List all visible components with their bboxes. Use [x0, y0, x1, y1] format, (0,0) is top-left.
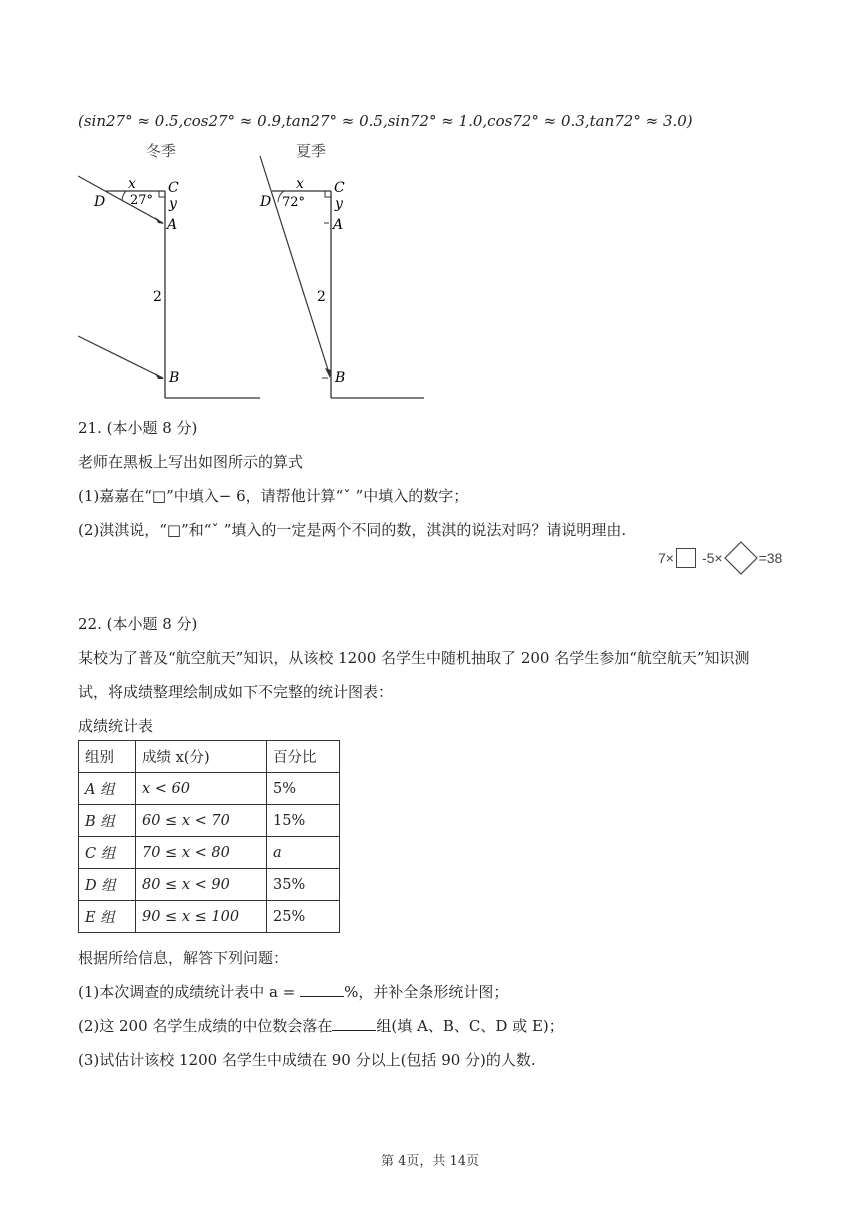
table-header-cell: 成绩 x(分) [136, 741, 267, 773]
winter-label-a: A [167, 217, 178, 233]
q22-part3: (3)试估计该校 1200 名学生中成绩在 90 分以上(包括 90 分)的人数. [78, 1051, 536, 1069]
table-cell: x < 60 [136, 773, 267, 805]
q22-part2-a: (2)这 200 名学生成绩的中位数会落在 [78, 1017, 333, 1035]
winter-label-b: B [169, 370, 180, 386]
table-header-cell: 组别 [79, 741, 136, 773]
page-footer: 第 4页，共 14页 [380, 1154, 480, 1169]
summer-title: 夏季 [296, 142, 327, 160]
answer-blank [300, 984, 344, 997]
winter-label-x: x [128, 176, 136, 192]
q22-intro-line2: 试，将成绩整理绘制成如下不完整的统计图表： [78, 683, 394, 701]
summer-label-length: 2 [317, 289, 326, 305]
q21-part1: (1)嘉嘉在“□”中填入− 6，请帮他计算“ˇ ”中填入的数字； [78, 487, 469, 505]
q22-part2 [78, 1015, 564, 1036]
winter-label-d: D [94, 194, 106, 210]
table-title: 成绩统计表 [78, 717, 154, 735]
table-row [79, 869, 340, 901]
winter-label-angle: 27° [130, 193, 154, 208]
table-row [79, 837, 340, 869]
table-cell: B 组 [79, 805, 136, 837]
table-cell: 35% [267, 869, 340, 901]
answer-blank [332, 1018, 376, 1031]
q22-part1-a: (1)本次调查的成绩统计表中 a = [78, 983, 301, 1001]
table-cell: 15% [267, 805, 340, 837]
winter-label-length: 2 [153, 289, 162, 305]
summer-label-y: y [335, 196, 343, 212]
table-row [79, 773, 340, 805]
summer-diagram [250, 136, 440, 406]
table-cell: E 组 [79, 901, 136, 933]
trig-values-note: (sin27° ≈ 0.5,cos27° ≈ 0.9,tan27° ≈ 0.5,sin72° ≈ 1.0,cos72° ≈ 0.3,tan72° ≈ 3.0) [78, 112, 693, 130]
q22-after-table: 根据所给信息，解答下列问题： [78, 949, 289, 967]
equation-part-c: =38 [758, 550, 783, 566]
table-cell: 70 ≤ x < 80 [136, 837, 267, 869]
q22-part1-b: %，并补全条形统计图； [344, 983, 509, 1001]
q21-heading: 21. (本小题 8 分) [78, 419, 198, 437]
table-cell: 5% [267, 773, 340, 805]
table-header-row [79, 741, 340, 773]
q22-part1 [78, 981, 508, 1002]
equation-part-b: -5× [701, 550, 723, 566]
summer-label-c: C [334, 180, 345, 196]
square-box [676, 548, 696, 568]
table-row [79, 805, 340, 837]
table-header-cell: 百分比 [267, 741, 340, 773]
q21-part2: (2)淇淇说，“□”和“ˇ ”填入的一定是两个不同的数，淇淇的说法对吗？请说明理由. [78, 521, 627, 539]
q21-equation [658, 540, 782, 576]
q21-intro: 老师在黑板上写出如图所示的算式 [78, 453, 304, 471]
q22-intro-line1: 某校为了普及“航空航天”知识，从该校 1200 名学生中随机抽取了 200 名学生参加“航空航天”知识测 [78, 649, 750, 667]
table-cell: D 组 [79, 869, 136, 901]
winter-title: 冬季 [146, 142, 177, 160]
score-statistics-table [78, 740, 340, 933]
table-cell: 90 ≤ x ≤ 100 [136, 901, 267, 933]
winter-label-y: y [169, 196, 177, 212]
table-cell: a [267, 837, 340, 869]
q22-part2-b: 组(填 A、B、C、D 或 E)； [376, 1017, 564, 1035]
summer-label-a: A [333, 217, 344, 233]
table-cell: A 组 [79, 773, 136, 805]
table-cell: C 组 [79, 837, 136, 869]
winter-diagram [78, 136, 268, 406]
summer-label-x: x [296, 176, 304, 192]
equation-part-a: 7× [658, 550, 674, 566]
diamond-box [724, 541, 758, 575]
table-cell: 80 ≤ x < 90 [136, 869, 267, 901]
table-row [79, 901, 340, 933]
table-cell: 60 ≤ x < 70 [136, 805, 267, 837]
summer-label-b: B [335, 370, 346, 386]
summer-label-d: D [260, 194, 272, 210]
winter-label-c: C [168, 180, 179, 196]
q22-heading: 22. (本小题 8 分) [78, 615, 198, 633]
summer-label-angle: 72° [282, 195, 306, 210]
table-cell: 25% [267, 901, 340, 933]
